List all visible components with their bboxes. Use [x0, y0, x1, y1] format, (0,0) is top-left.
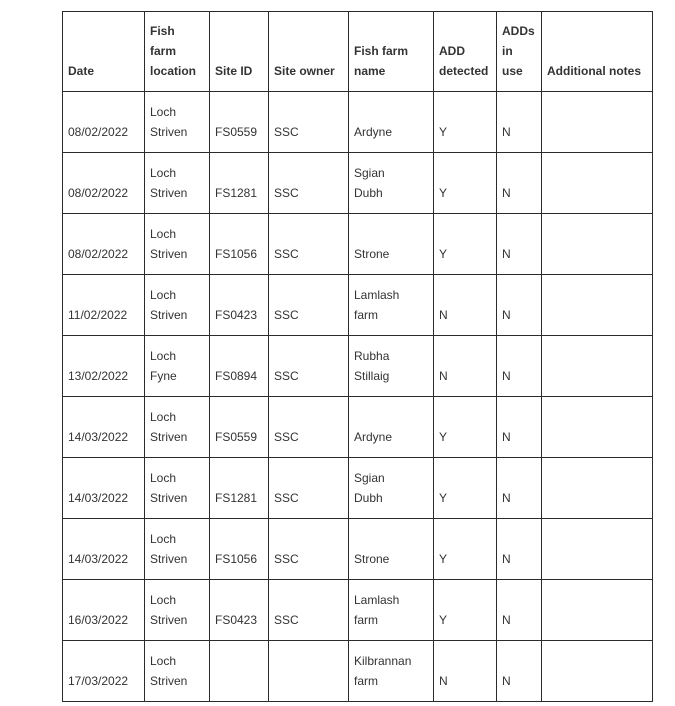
- cell-site-owner: [269, 641, 349, 702]
- header-date: Date: [63, 12, 145, 92]
- cell-site-id: [210, 458, 269, 519]
- cell-fish-farm-name-text: Ardyne: [354, 430, 393, 444]
- cell-location: [145, 397, 210, 458]
- cell-adds-in-use-text: N: [502, 369, 511, 383]
- cell-add-detected: [434, 519, 497, 580]
- cell-fish-farm-name: [349, 641, 434, 702]
- cell-site-owner-text: SSC: [274, 430, 299, 444]
- table-row: [63, 92, 653, 153]
- cell-site-owner: [269, 458, 349, 519]
- cell-site-owner-text: SSC: [274, 125, 299, 139]
- cell-additional-notes: [542, 458, 653, 519]
- cell-site-id-text: FS1281: [215, 186, 258, 200]
- header-adds-in-use: ADDs in use: [497, 12, 542, 92]
- cell-add-detected: [434, 641, 497, 702]
- cell-location-text: Loch Striven: [150, 410, 188, 444]
- cell-date-text: 11/02/2022: [68, 308, 128, 322]
- cell-date: [63, 336, 145, 397]
- header-site-id: Site ID: [210, 12, 269, 92]
- cell-adds-in-use-text: N: [502, 430, 511, 444]
- cell-location-text: Loch Striven: [150, 532, 188, 566]
- cell-fish-farm-name: [349, 458, 434, 519]
- table-row: [63, 275, 653, 336]
- cell-adds-in-use-text: N: [502, 491, 511, 505]
- header-fish-farm-name: Fish farm name: [349, 12, 434, 92]
- table-row: [63, 214, 653, 275]
- cell-add-detected-text: Y: [439, 491, 448, 505]
- cell-adds-in-use: [497, 397, 542, 458]
- cell-adds-in-use: [497, 519, 542, 580]
- cell-add-detected: [434, 458, 497, 519]
- cell-additional-notes: [542, 92, 653, 153]
- cell-date: [63, 275, 145, 336]
- cell-adds-in-use-text: N: [502, 674, 511, 688]
- cell-additional-notes: [542, 336, 653, 397]
- cell-site-id: [210, 336, 269, 397]
- cell-date-text: 14/03/2022: [68, 491, 129, 505]
- cell-site-id-text: FS0423: [215, 308, 258, 322]
- table-header-row: [63, 12, 653, 92]
- cell-add-detected-text: N: [439, 369, 448, 383]
- cell-site-id: [210, 397, 269, 458]
- cell-adds-in-use-text: N: [502, 613, 511, 627]
- cell-site-owner: [269, 275, 349, 336]
- cell-site-id-text: FS1056: [215, 247, 258, 261]
- table-row: [63, 336, 653, 397]
- cell-location: [145, 458, 210, 519]
- cell-site-owner-text: SSC: [274, 613, 299, 627]
- cell-site-id: [210, 641, 269, 702]
- cell-date: [63, 397, 145, 458]
- cell-fish-farm-name: [349, 336, 434, 397]
- cell-additional-notes: [542, 397, 653, 458]
- cell-location-text: Loch Fyne: [150, 349, 177, 383]
- cell-add-detected: [434, 275, 497, 336]
- cell-site-id: [210, 153, 269, 214]
- cell-date: [63, 641, 145, 702]
- cell-site-owner: [269, 519, 349, 580]
- cell-date-text: 14/03/2022: [68, 430, 129, 444]
- cell-fish-farm-name-text: Lamlash farm: [354, 593, 400, 627]
- cell-fish-farm-name-text: Sgian Dubh: [354, 166, 385, 200]
- cell-add-detected-text: Y: [439, 430, 448, 444]
- cell-add-detected-text: Y: [439, 247, 448, 261]
- cell-site-owner-text: SSC: [274, 186, 299, 200]
- cell-site-owner: [269, 92, 349, 153]
- cell-site-id-text: FS0423: [215, 613, 258, 627]
- cell-add-detected: [434, 92, 497, 153]
- cell-location: [145, 580, 210, 641]
- cell-site-id-text: FS0559: [215, 430, 258, 444]
- cell-fish-farm-name: [349, 275, 434, 336]
- cell-date-text: 08/02/2022: [68, 125, 129, 139]
- cell-add-detected-text: Y: [439, 613, 448, 627]
- cell-fish-farm-name: [349, 214, 434, 275]
- cell-fish-farm-name-text: Ardyne: [354, 125, 393, 139]
- table-row: [63, 458, 653, 519]
- add-detection-table: [62, 11, 653, 702]
- cell-fish-farm-name: [349, 397, 434, 458]
- table-row: [63, 519, 653, 580]
- cell-site-id: [210, 580, 269, 641]
- cell-add-detected-text: N: [439, 674, 448, 688]
- cell-fish-farm-name-text: Strone: [354, 247, 390, 261]
- cell-adds-in-use-text: N: [502, 125, 511, 139]
- cell-additional-notes: [542, 153, 653, 214]
- cell-adds-in-use: [497, 458, 542, 519]
- cell-adds-in-use: [497, 214, 542, 275]
- cell-add-detected-text: Y: [439, 552, 448, 566]
- cell-add-detected-text: Y: [439, 186, 448, 200]
- cell-adds-in-use-text: N: [502, 552, 511, 566]
- header-site-owner: Site owner: [269, 12, 349, 92]
- cell-site-owner: [269, 336, 349, 397]
- cell-site-id: [210, 92, 269, 153]
- cell-site-id-text: FS1056: [215, 552, 258, 566]
- data-table-container: [62, 11, 653, 702]
- cell-location-text: Loch Striven: [150, 593, 188, 627]
- cell-adds-in-use-text: N: [502, 247, 511, 261]
- cell-site-owner: [269, 580, 349, 641]
- cell-adds-in-use: [497, 92, 542, 153]
- cell-fish-farm-name: [349, 519, 434, 580]
- cell-location-text: Loch Striven: [150, 227, 188, 261]
- cell-date-text: 08/02/2022: [68, 186, 129, 200]
- cell-location-text: Loch Striven: [150, 288, 188, 322]
- cell-location-text: Loch Striven: [150, 471, 188, 505]
- cell-date: [63, 458, 145, 519]
- cell-additional-notes: [542, 519, 653, 580]
- cell-location-text: Loch Striven: [150, 654, 188, 688]
- cell-add-detected-text: N: [439, 308, 448, 322]
- cell-adds-in-use-text: N: [502, 308, 511, 322]
- cell-adds-in-use: [497, 275, 542, 336]
- cell-adds-in-use-text: N: [502, 186, 511, 200]
- cell-site-id: [210, 214, 269, 275]
- cell-fish-farm-name-text: Kilbrannan farm: [354, 654, 412, 688]
- cell-fish-farm-name: [349, 580, 434, 641]
- cell-fish-farm-name-text: Lamlash farm: [354, 288, 400, 322]
- table-row: [63, 580, 653, 641]
- header-add-detected: ADD detected: [434, 12, 497, 92]
- cell-fish-farm-name-text: Strone: [354, 552, 390, 566]
- cell-site-owner-text: SSC: [274, 308, 299, 322]
- cell-date: [63, 214, 145, 275]
- cell-adds-in-use: [497, 336, 542, 397]
- cell-additional-notes: [542, 641, 653, 702]
- cell-location-text: Loch Striven: [150, 105, 188, 139]
- cell-date: [63, 519, 145, 580]
- table-row: [63, 153, 653, 214]
- cell-location: [145, 641, 210, 702]
- cell-location: [145, 519, 210, 580]
- cell-location: [145, 153, 210, 214]
- cell-site-id-text: FS0894: [215, 369, 258, 383]
- cell-site-owner: [269, 153, 349, 214]
- cell-adds-in-use: [497, 641, 542, 702]
- cell-fish-farm-name-text: Rubha Stillaig: [354, 349, 390, 383]
- cell-fish-farm-name: [349, 153, 434, 214]
- cell-site-owner-text: SSC: [274, 369, 299, 383]
- cell-date: [63, 580, 145, 641]
- cell-adds-in-use: [497, 153, 542, 214]
- table-row: [63, 397, 653, 458]
- cell-location: [145, 275, 210, 336]
- cell-site-owner-text: SSC: [274, 247, 299, 261]
- cell-date-text: 14/03/2022: [68, 552, 129, 566]
- cell-site-owner: [269, 397, 349, 458]
- cell-location: [145, 92, 210, 153]
- cell-additional-notes: [542, 275, 653, 336]
- cell-location: [145, 214, 210, 275]
- cell-location-text: Loch Striven: [150, 166, 188, 200]
- header-fish-farm-location: Fish farm location: [145, 12, 210, 92]
- header-additional-notes: Additional notes: [542, 12, 653, 92]
- cell-date-text: 16/03/2022: [68, 613, 129, 627]
- cell-site-id: [210, 275, 269, 336]
- cell-fish-farm-name-text: Sgian Dubh: [354, 471, 385, 505]
- cell-date: [63, 92, 145, 153]
- cell-add-detected: [434, 214, 497, 275]
- table-body: [63, 92, 653, 702]
- cell-add-detected: [434, 153, 497, 214]
- cell-additional-notes: [542, 580, 653, 641]
- cell-additional-notes: [542, 214, 653, 275]
- cell-site-owner-text: SSC: [274, 552, 299, 566]
- cell-add-detected: [434, 580, 497, 641]
- cell-site-owner: [269, 214, 349, 275]
- cell-date-text: 17/03/2022: [68, 674, 129, 688]
- cell-fish-farm-name: [349, 92, 434, 153]
- cell-site-owner-text: SSC: [274, 491, 299, 505]
- cell-add-detected: [434, 397, 497, 458]
- cell-date-text: 13/02/2022: [68, 369, 129, 383]
- table-row: [63, 641, 653, 702]
- cell-add-detected-text: Y: [439, 125, 448, 139]
- cell-site-id: [210, 519, 269, 580]
- cell-site-id-text: FS1281: [215, 491, 258, 505]
- cell-date-text: 08/02/2022: [68, 247, 129, 261]
- cell-date: [63, 153, 145, 214]
- cell-site-id-text: FS0559: [215, 125, 258, 139]
- cell-add-detected: [434, 336, 497, 397]
- cell-adds-in-use: [497, 580, 542, 641]
- cell-location: [145, 336, 210, 397]
